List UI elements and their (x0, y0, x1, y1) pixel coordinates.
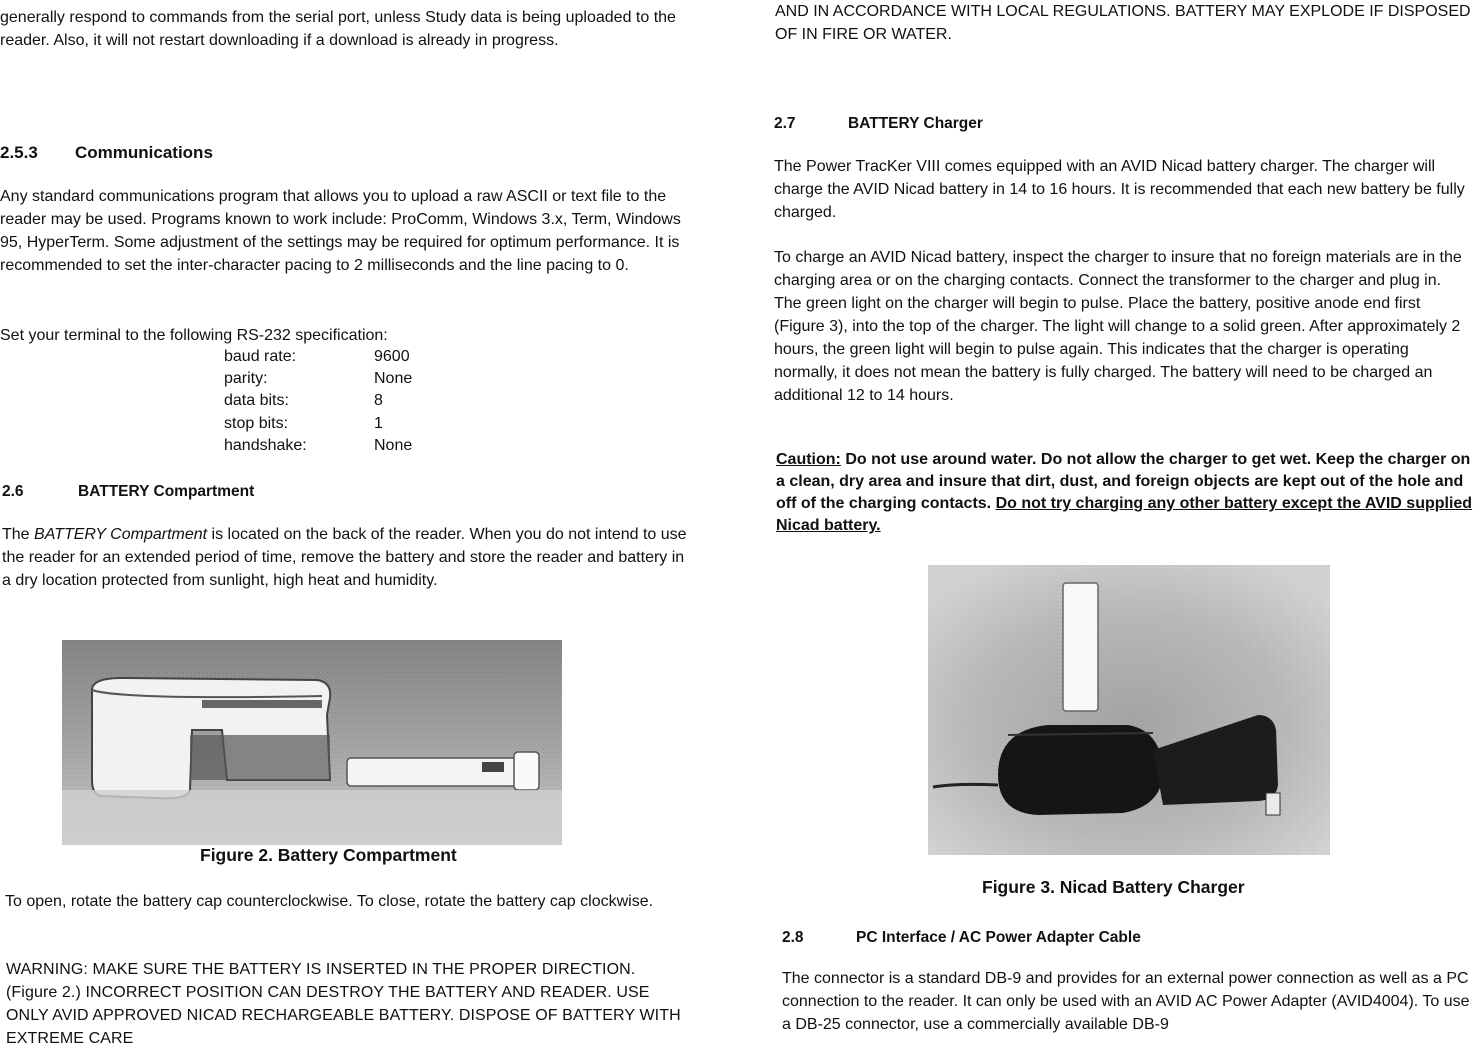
caution-text: Do not use around water. Do not allow the charger to get wet. Keep the charger on a clean, dry area and insure that dirt, dust, and foreign objects are kept out of the hole and off of the charging contacts. (776, 451, 1471, 512)
warning-continuation: AND IN ACCORDANCE WITH LOCAL REGULATIONS. BATTERY MAY EXPLODE IF DISPOSED OF IN FIRE OR WATER. (775, 3, 1471, 43)
nicad-charger-image (928, 565, 1330, 855)
figure-2-caption: Figure 2. Battery Compartment (200, 845, 457, 865)
text: is located on the back of the reader. When you do not intend to use the reader for an extended period of time, remove the battery and store the reader and battery in a dry location protected from sunlight, high heat and humidity. (2, 526, 687, 589)
spec-value: 1 (374, 415, 383, 432)
section-heading-battery-compartment (2, 481, 254, 503)
charger-intro-paragraph: The Power TracKer VIII comes equipped with an AVID Nicad battery charger. The charger will charge the AVID Nicad battery in 14 to 16 hours. It is recommended that each new battery be fully charged. (774, 158, 1465, 221)
figure-3-caption: Figure 3. Nicad Battery Charger (982, 877, 1245, 897)
caution-label: Caution: (776, 451, 841, 468)
text: The (2, 526, 35, 543)
italic-term: BATTERY Compartment (34, 526, 208, 543)
section-heading-pc-interface (782, 927, 1141, 949)
spec-value: 8 (374, 392, 383, 409)
pc-interface-paragraph: The connector is a standard DB-9 and provides for an external power connection as well as a PC connection to the reader. It can only be used with an AVID AC Power Adapter (AVID4004). To use a DB-25 connector, use a commercially available DB-9 (782, 970, 1470, 1033)
spec-intro: Set your terminal to the following RS-232 specification: (0, 327, 388, 344)
section-number: 2.7 (774, 115, 796, 132)
section-heading-battery-charger (774, 113, 983, 135)
spec-value: None (374, 370, 413, 387)
spec-value: 9600 (374, 348, 410, 365)
spec-name: handshake: (224, 437, 307, 454)
battery-compartment-photo (62, 640, 562, 845)
spec-value: None (374, 437, 413, 454)
section-number: 2.6 (2, 483, 24, 500)
spec-name: data bits: (224, 392, 289, 409)
charging-procedure-paragraph: To charge an AVID Nicad battery, inspect the charger to insure that no foreign materials are in the charging area or on the charging contacts. Connect the transformer to the charger and plug in. The green light on the charger will begin to pulse. Place the battery, positive anode end first (Figure 3), into the top of the charger. The light will change to a solid green. After approximately 2 hours, the green light will begin to pulse again. This indicates that the charger is operating normally, it does not mean the battery is fully charged. The battery will need to be charged an additional 12 to 14 hours. (774, 249, 1462, 404)
open-close-instructions: To open, rotate the battery cap counterclockwise. To close, rotate the battery cap clockwise. (5, 893, 654, 910)
rs232-spec-table (224, 346, 484, 461)
battery-compartment-image (62, 640, 562, 845)
section-number: 2.5.3 (0, 143, 38, 162)
battery-compartment-paragraph (2, 523, 692, 592)
section-number: 2.8 (782, 929, 804, 946)
caution-underlined-text: Do not try charging any other battery except the AVID supplied Nicad battery. (776, 495, 1473, 534)
caution-paragraph (776, 449, 1476, 537)
section-title: Communications (75, 143, 213, 162)
section-title: PC Interface / AC Power Adapter Cable (856, 929, 1141, 946)
section-title: BATTERY Compartment (78, 483, 255, 500)
communications-paragraph: Any standard communications program that allows you to upload a raw ASCII or text file to the reader may be used. Programs known to work include: ProComm, Windows 3.x, Term, Windows 95, HyperTerm. Some adjustment of the settings may be required for optimum performance. It is recommended to set the inter-character pacing to 2 milliseconds and the line pacing to 0. (0, 188, 681, 274)
section-title: BATTERY Charger (848, 115, 983, 132)
intro-paragraph: generally respond to commands from the serial port, unless Study data is being uploaded to the reader. Also, it will not restart downloading if a download is already in progress. (0, 9, 676, 49)
battery-warning: WARNING: MAKE SURE THE BATTERY IS INSERTED IN THE PROPER DIRECTION. (Figure 2.) INCORRECT POSITION CAN DESTROY THE BATTERY AND READER. USE ONLY AVID APPROVED NICAD RECHARGEABLE BATTERY. DISPOSE OF BATTERY WITH EXTREME CARE (6, 961, 681, 1047)
spec-name: baud rate: (224, 348, 297, 365)
spec-name: parity: (224, 370, 268, 387)
section-heading-communications (0, 142, 213, 164)
nicad-charger-photo (928, 565, 1330, 855)
spec-name: stop bits: (224, 415, 289, 432)
